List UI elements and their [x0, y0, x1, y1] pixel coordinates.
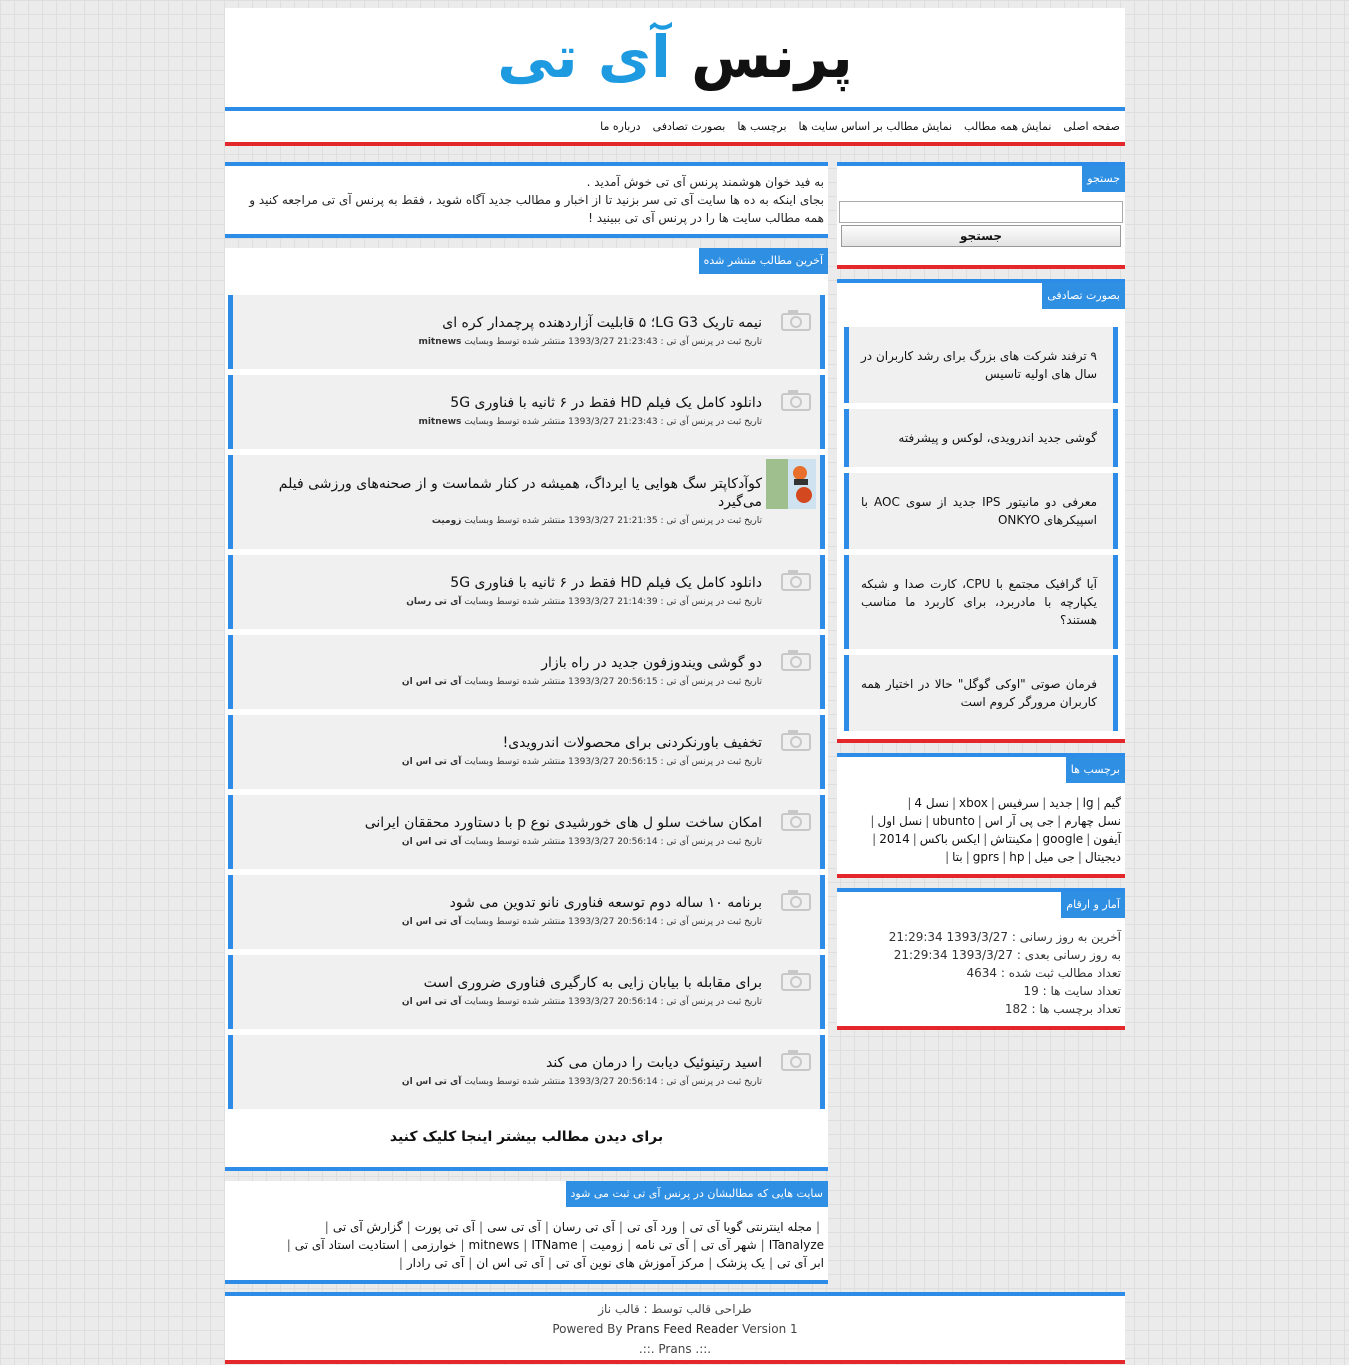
site-link[interactable]: آی تی نامه	[635, 1238, 689, 1252]
site-link[interactable]: ITName	[531, 1238, 578, 1252]
site-link[interactable]: آی تی رسان	[552, 1220, 615, 1234]
tag-link[interactable]: ubunto	[932, 814, 975, 828]
site-link[interactable]: mitnews	[468, 1238, 520, 1252]
post-item[interactable]	[228, 635, 825, 709]
random-item[interactable]: فرمان صوتی "اوکی گوگل" حالا در اختیار همه کاربران مرورگر کروم است	[844, 655, 1118, 731]
nav-tags[interactable]: برچسب ها	[737, 120, 787, 133]
tag-link[interactable]: google	[1042, 832, 1084, 846]
tag-link[interactable]: گیم	[1103, 796, 1121, 810]
post-title[interactable]: دانلود کامل یک فیلم HD فقط در ۶ ثانیه با فناوری 5G	[450, 575, 762, 591]
post-meta: تاریخ ثبت در پرنس آی تی : 20:56:14 1393/3/27 منتشر شده توسط وبسایت آی تی اس ان	[401, 1077, 762, 1087]
latest-title: آخرین مطالب منتشر شده	[699, 248, 828, 274]
camera-icon	[779, 807, 813, 835]
post-meta: تاریخ ثبت در پرنس آی تی : 20:56:15 1393/3/27 منتشر شده توسط وبسایت آی تی اس ان	[401, 677, 762, 687]
post-meta: تاریخ ثبت در پرنس آی تی : 20:56:14 1393/3/27 منتشر شده توسط وبسایت آی تی اس ان	[401, 837, 762, 847]
welcome-line-2: بجای اینکه به ده ها سایت آی تی سر بزنید تا از اخبار و مطالب جدید آگاه شوید ، فقط به پرنس آی تی مراجعه کنید و همه مطالب سایت ها را در پرنس آی تی ببینید !	[249, 193, 824, 225]
tags-box	[837, 753, 1125, 878]
tag-link[interactable]: جی میل	[1034, 850, 1075, 864]
post-title[interactable]: برای مقابله با بیابان زایی به کارگیری فناوری ضروری است	[423, 975, 762, 991]
post-meta: تاریخ ثبت در پرنس آی تی : 21:23:43 1393/3/27 منتشر شده توسط وبسایت mitnews	[418, 337, 762, 347]
post-title[interactable]: دانلود کامل یک فیلم HD فقط در ۶ ثانیه با فناوری 5G	[450, 395, 762, 411]
stat-tag-count: تعداد برچسب ها : 182	[1004, 1002, 1121, 1016]
nav-all-posts[interactable]: نمایش همه مطالب	[964, 120, 1052, 133]
site-link[interactable]: ورد آی تی	[626, 1220, 678, 1234]
stats-box	[837, 888, 1125, 1030]
footer-brand: .::. Prans .::.	[638, 1342, 712, 1356]
tag-link[interactable]: نسل اول	[877, 814, 923, 828]
nav-home[interactable]: صفحه اصلی	[1063, 120, 1120, 133]
site-link[interactable]: آی تی سی	[487, 1220, 541, 1234]
post-source[interactable]: آی تی اس ان	[401, 837, 462, 847]
tag-link[interactable]: سرفیس	[997, 796, 1040, 810]
camera-icon	[779, 307, 813, 335]
tag-link[interactable]: نسل 4	[914, 796, 949, 810]
welcome-box	[225, 162, 828, 238]
post-item[interactable]	[228, 375, 825, 449]
post-meta: تاریخ ثبت در پرنس آی تی : 21:23:43 1393/3/27 منتشر شده توسط وبسایت mitnews	[418, 417, 762, 427]
site-link[interactable]: مجله اینترنتی گویا آی تی	[689, 1220, 812, 1234]
sites-title: سایت هایی که مطالبشان در پرنس آی تی ثبت می شود	[566, 1181, 828, 1207]
camera-icon	[779, 727, 813, 755]
tag-link[interactable]: lg	[1082, 796, 1094, 810]
random-title: بصورت تصادفی	[1042, 283, 1125, 309]
random-box	[837, 279, 1125, 743]
tag-link[interactable]: جی پی آر اس	[984, 814, 1055, 828]
content-columns	[225, 162, 1125, 1284]
stats-title: آمار و ارقام	[1061, 892, 1125, 918]
post-item[interactable]	[228, 795, 825, 869]
post-item[interactable]	[228, 455, 825, 549]
site-link[interactable]: استادیت استاد آی تی	[294, 1238, 400, 1252]
post-title[interactable]: تخفیف باورنکردنی برای محصولات اندرویدی!	[502, 735, 762, 751]
site-link[interactable]: زومیت	[589, 1238, 624, 1252]
stat-last-update: آخرین به روز رسانی : 1393/3/27 21:29:34	[888, 930, 1121, 944]
stat-site-count: تعداد سایت ها : 19	[1023, 984, 1121, 998]
post-source[interactable]: آی تی رسان	[406, 597, 462, 607]
site-logo[interactable]	[225, 22, 1125, 92]
post-item[interactable]	[228, 875, 825, 949]
footer-product-link[interactable]: Prans Feed Reader	[626, 1322, 739, 1336]
tag-link[interactable]: دیجیتال	[1084, 850, 1121, 864]
tag-link[interactable]: آیفون	[1093, 832, 1121, 846]
random-item[interactable]: معرفی دو مانیتور IPS جدید از سوی AOC با اسپیکرهای ONKYO	[844, 473, 1118, 549]
search-title: جستجو	[1082, 166, 1125, 192]
more-posts-link[interactable]: برای دیدن مطالب بیشتر اینجا کلیک کنید	[389, 1129, 664, 1145]
tags-title: برچسب ها	[1066, 757, 1125, 783]
footer-designer[interactable]: طراحی قالب توسط : قالب ناز	[598, 1302, 752, 1316]
site-link[interactable]: شهر آی تی	[700, 1238, 757, 1252]
latest-posts-box	[225, 248, 828, 1171]
post-source[interactable]: آی تی اس ان	[401, 757, 462, 767]
main-nav	[225, 111, 1125, 146]
site-footer	[225, 1292, 1125, 1364]
nav-by-site[interactable]: نمایش مطالب بر اساس سایت ها	[798, 120, 953, 133]
site-link[interactable]: ابر آی تی	[777, 1256, 824, 1270]
site-link[interactable]: خوارزمی	[411, 1238, 457, 1252]
post-meta: تاریخ ثبت در پرنس آی تی : 21:21:35 1393/3/27 منتشر شده توسط وبسایت زومیت	[431, 516, 762, 526]
page-wrapper	[225, 8, 1125, 1284]
search-input[interactable]	[839, 201, 1123, 223]
search-button[interactable]: جستجو	[841, 225, 1121, 247]
post-source[interactable]: آی تی اس ان	[401, 917, 462, 927]
post-title[interactable]: نیمه تاریک LG G3؛ ۵ قابلیت آزاردهنده پرچمدار کره ای	[442, 315, 762, 331]
tag-link[interactable]: ایکس باکس	[919, 832, 981, 846]
tag-link[interactable]: نسل چهارم	[1064, 814, 1121, 828]
tag-cloud: گیم|lg|جدید|سرفیس|xbox|نسل 4| نسل چهارم|جی پی آر اس|ubunto|نسل اول| آیفون|google|مکینتاش|ایکس باکس|2014| دیجیتال|جی میل|gprs | hp|بتا|	[870, 796, 1121, 864]
camera-icon	[779, 647, 813, 675]
post-source[interactable]: mitnews	[418, 417, 462, 427]
site-link[interactable]: مرکز آموزش های نوین آی تی	[555, 1256, 705, 1270]
stat-post-count: تعداد مطالب ثبت شده : 4634	[966, 966, 1121, 980]
footer-powered: Powered By Prans Feed Reader Version 1	[552, 1322, 798, 1336]
sites-box	[225, 1181, 828, 1284]
site-link[interactable]: آی تی رادار	[406, 1256, 465, 1270]
post-list	[225, 279, 828, 1109]
post-meta: تاریخ ثبت در پرنس آی تی : 21:14:39 1393/3/27 منتشر شده توسط وبسایت آی تی رسان	[406, 597, 762, 607]
post-thumbnail[interactable]	[766, 459, 816, 509]
camera-icon	[779, 567, 813, 595]
post-item[interactable]	[228, 295, 825, 369]
tag-link[interactable]: جدید	[1049, 796, 1073, 810]
post-item[interactable]	[228, 955, 825, 1029]
post-source[interactable]: آی تی اس ان	[401, 1077, 462, 1087]
tag-link[interactable]: gprs	[972, 850, 1000, 864]
welcome-line-1: به فید خوان هوشمند پرنس آی تی خوش آمدید .	[586, 175, 824, 189]
tag-link[interactable]: مکینتاش	[990, 832, 1033, 846]
post-title[interactable]: کوآدکاپتر سگ هوایی یا ایرداگ، همیشه در کنار شماست و از صحنه‌های ورزشی فیلم می‌گیرد	[278, 476, 762, 510]
tag-link[interactable]: xbox	[959, 796, 988, 810]
site-link[interactable]: آی تی پورت	[414, 1220, 476, 1234]
site-link[interactable]: یک پزشک	[716, 1256, 765, 1270]
post-item[interactable]	[228, 715, 825, 789]
logo-word-2: آی تی	[497, 23, 671, 91]
site-link[interactable]: گزارش آی تی	[332, 1220, 403, 1234]
random-item[interactable]: ۹ ترفند شرکت های بزرگ برای رشد کاربران در سال های اولیه تاسیس	[844, 327, 1118, 403]
tag-link[interactable]: hp	[1009, 850, 1025, 864]
post-title[interactable]: اسید رتینوئیک دیابت را درمان می کند	[545, 1055, 762, 1071]
sidebar	[837, 162, 1125, 1284]
post-title[interactable]: دو گوشی ویندوزفون جدید در راه بازار	[541, 655, 762, 671]
site-link[interactable]: ITanalyze	[768, 1238, 824, 1252]
nav-about[interactable]: درباره ما	[600, 120, 641, 133]
post-source[interactable]: زومیت	[431, 516, 462, 526]
post-source[interactable]: آی تی اس ان	[401, 677, 462, 687]
tag-link[interactable]: 2014	[879, 832, 910, 846]
search-box	[837, 162, 1125, 269]
post-source[interactable]: آی تی اس ان	[401, 997, 462, 1007]
post-title[interactable]: برنامه ۱۰ ساله دوم توسعه فناوری نانو تدوین می شود	[449, 895, 762, 911]
random-item[interactable]: گوشی جدید اندرویدی، لوکس و پیشرفته	[844, 409, 1118, 467]
site-list: |مجله اینترنتی گویا آی تی|ورد آی تی|آی تی رسان|آی تی سی|آی تی پورت|گزارش آی تی| ITanalyze|شهر آی تی|آی تی نامه|زومیت|mitnews | ITName|خوارزمی|استادیت استاد آی تی| ابر آی تی|یک پزشک|مرکز آموزش های نوین آی تی|آی تی اس ان|آی تی رادار|	[286, 1220, 824, 1270]
stat-next-update: به روز رسانی بعدی : 1393/3/27 21:29:34	[893, 948, 1121, 962]
post-item[interactable]	[228, 1035, 825, 1109]
tag-link[interactable]: بتا	[952, 850, 963, 864]
site-link[interactable]: آی تی اس ان	[476, 1256, 544, 1270]
main-column	[225, 162, 828, 1284]
camera-icon	[779, 967, 813, 995]
camera-icon	[779, 1047, 813, 1075]
nav-random[interactable]: بصورت تصادفی	[652, 120, 726, 133]
post-title[interactable]: امکان ساخت سلو ل های خورشیدی نوع p با دستاورد محققان ایرانی	[364, 815, 762, 831]
camera-icon	[779, 387, 813, 415]
camera-icon	[779, 887, 813, 915]
random-item[interactable]: آیا گرافیک مجتمع با CPU، کارت صدا و شبکه یکپارچه با مادربرد، برای کاربرد ما مناسب هستند؟	[844, 555, 1118, 649]
site-header	[225, 8, 1125, 111]
post-meta: تاریخ ثبت در پرنس آی تی : 20:56:14 1393/3/27 منتشر شده توسط وبسایت آی تی اس ان	[401, 997, 762, 1007]
post-item[interactable]	[228, 555, 825, 629]
post-meta: تاریخ ثبت در پرنس آی تی : 20:56:15 1393/3/27 منتشر شده توسط وبسایت آی تی اس ان	[401, 757, 762, 767]
post-source[interactable]: mitnews	[418, 337, 462, 347]
post-meta: تاریخ ثبت در پرنس آی تی : 20:56:14 1393/3/27 منتشر شده توسط وبسایت آی تی اس ان	[401, 917, 762, 927]
logo-word-1: پرنس	[691, 23, 853, 91]
